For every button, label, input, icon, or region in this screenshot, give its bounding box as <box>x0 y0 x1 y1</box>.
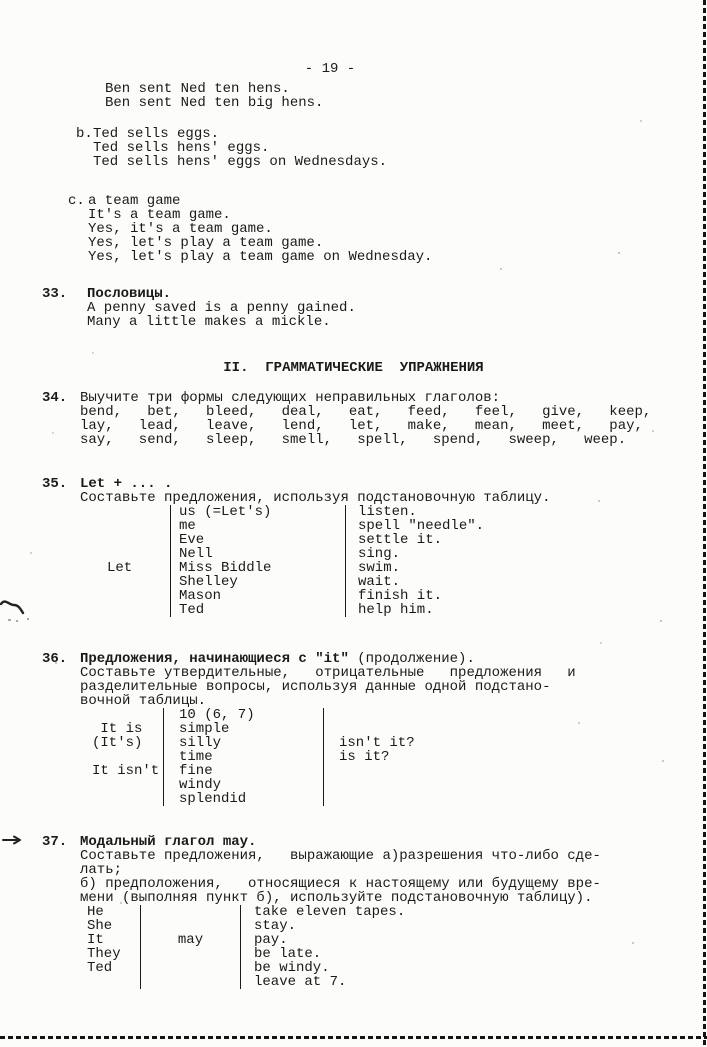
table-row: leave at 7. <box>87 975 707 989</box>
proverb-line: Many a little makes a mickle. <box>87 314 331 330</box>
verb-list-line: say, send, sleep, smell, spell, spend, sweep, weep. <box>80 432 627 448</box>
example-line: Ted sells eggs. <box>93 126 220 142</box>
table-row: Ted be windy. <box>87 960 330 976</box>
margin-squiggle-mark <box>0 594 42 628</box>
table-row: 10 (6, 7) <box>78 708 707 722</box>
instruction-line: мени (выполняя пункт б), используйте подстановочную таблицу). <box>80 890 593 906</box>
section-heading: II. ГРАММАТИЧЕСКИЕ УПРАЖНЕНИЯ <box>223 360 484 376</box>
table-row: Shelley wait. <box>78 575 707 589</box>
table-row: Ted help him. <box>78 603 707 617</box>
example-line: Ben sent Ned ten hens. <box>105 81 290 97</box>
instruction-line: лать; <box>80 862 123 878</box>
margin-arrow-icon <box>2 832 32 848</box>
substitution-table-36 <box>78 708 707 806</box>
exercise-title: Let + ... . <box>80 476 173 492</box>
table-row: splendid <box>78 792 707 806</box>
table-row: (It's) silly isn't it? <box>92 735 415 751</box>
instruction-line: вочной таблицы. <box>80 693 207 709</box>
table-row: Eve settle it. <box>78 533 707 547</box>
instruction-line: Составьте предложения, выражающие а)разрешения что-либо сде- <box>80 848 601 864</box>
substitution-table-35 <box>78 505 707 617</box>
example-line: Ben sent Ned ten big hens. <box>105 95 324 111</box>
exercise-number: 36. <box>42 651 68 667</box>
example-line: Ted sells hens' eggs on Wednesdays. <box>93 154 388 170</box>
example-line: Yes, let's play a team game on Wednesday. <box>88 249 433 265</box>
exercise-33 <box>0 287 707 329</box>
exercise-35 <box>0 477 707 505</box>
instruction-line: б) предположения, относящиеся к настоящему или будущему вре- <box>80 876 601 892</box>
instruction-line: Выучите три формы следующих неправильных глаголов: <box>80 390 501 406</box>
example-line: It's a team game. <box>88 207 231 223</box>
table-row: It isn't fine <box>78 764 707 778</box>
substitution-table-37 <box>87 905 707 989</box>
exercise-36 <box>0 652 707 708</box>
exercise-37 <box>0 835 707 905</box>
table-row: He take eleven tapes. <box>87 904 406 920</box>
page-number: - 19 - <box>304 61 356 77</box>
verb-list-line: bend, bet, bleed, deal, eat, feed, feel, give, keep, <box>80 404 652 420</box>
table-row: It may pay. <box>87 932 288 948</box>
example-group-a <box>105 82 707 110</box>
exercise-34 <box>0 391 707 447</box>
example-line: Yes, it's a team game. <box>88 221 273 237</box>
table-row: windy <box>78 778 707 792</box>
exercise-title: Пословицы. <box>87 286 172 302</box>
example-label-b: b. <box>76 126 93 142</box>
table-row: time is it? <box>78 750 707 764</box>
example-line: a team game <box>88 193 181 209</box>
example-group-c <box>0 194 707 264</box>
proverb-line: A penny saved is a penny gained. <box>87 300 356 316</box>
instruction-line: Составьте утвердительные, отрицательные предложения и <box>80 665 576 681</box>
exercise-number: 34. <box>42 390 68 406</box>
example-group-b <box>0 127 707 169</box>
table-row: Let Miss Biddle swim. <box>107 560 401 576</box>
instruction-line: Составьте предложения, используя подстановочную таблицу. <box>80 490 551 506</box>
table-row: me spell "needle". <box>78 519 707 533</box>
exercise-number: 37. <box>42 834 68 850</box>
exercise-title: Предложения, начинающиеся с "it" (продолжение). <box>80 651 475 667</box>
page-edge-bottom-dashed <box>0 1036 707 1039</box>
table-row: They be late. <box>87 946 322 962</box>
example-label-c: c. <box>68 193 85 209</box>
table-row: Nell sing. <box>78 547 707 561</box>
instruction-line: разделительные вопросы, используя данные одной подстано- <box>80 679 551 695</box>
table-row: us (=Let's) listen. <box>78 505 707 519</box>
verb-list-line: lay, lead, leave, lend, let, make, mean, meet, pay, <box>80 418 643 434</box>
table-row: It is simple <box>78 722 707 736</box>
page-edge-right-dashed <box>703 0 706 1047</box>
scan-noise-specks <box>0 0 2 2</box>
table-row: Mason finish it. <box>78 589 707 603</box>
example-line: Ted sells hens' eggs. <box>93 140 270 156</box>
table-row: She stay. <box>87 918 297 934</box>
exercise-number: 33. <box>42 286 68 302</box>
exercise-number: 35. <box>42 476 68 492</box>
example-line: Yes, let's play a team game. <box>88 235 324 251</box>
exercise-title: Модальный глагол may. <box>80 834 257 850</box>
